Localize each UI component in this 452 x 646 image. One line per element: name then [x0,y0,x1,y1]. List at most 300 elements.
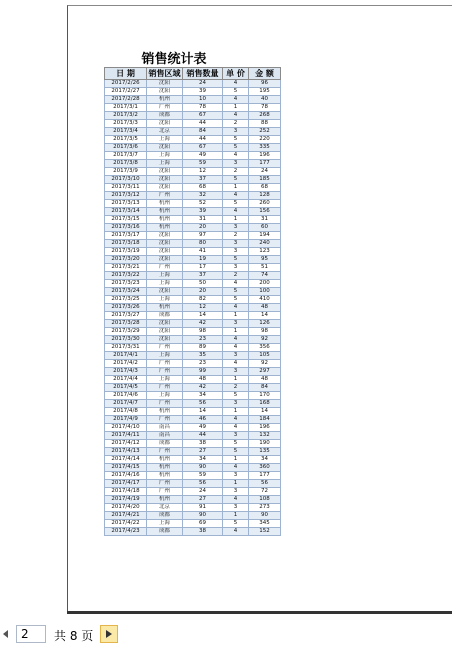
table-row [105,208,281,216]
cell-quantity: 49 [183,424,223,432]
cell-date: 2017/4/16 [105,472,147,480]
cell-region: 上海 [147,280,183,288]
cell-price: 1 [223,184,249,192]
cell-date: 2017/4/21 [105,512,147,520]
cell-date: 2017/3/2 [105,112,147,120]
table-row [105,464,281,472]
cell-quantity: 38 [183,528,223,536]
table-row [105,496,281,504]
cell-amount: 31 [249,216,281,224]
table-row [105,312,281,320]
cell-region: 上海 [147,520,183,528]
cell-price: 4 [223,360,249,368]
cell-region: 杭州 [147,208,183,216]
table-row [105,248,281,256]
previous-page-icon[interactable] [3,630,8,638]
cell-region: 广州 [147,480,183,488]
cell-date: 2017/4/5 [105,384,147,392]
cell-amount: 40 [249,96,281,104]
cell-date: 2017/3/16 [105,224,147,232]
cell-amount: 156 [249,208,281,216]
cell-price: 4 [223,416,249,424]
cell-region: 广州 [147,104,183,112]
total-pages-label: 共 8 页 [54,629,94,643]
cell-price: 4 [223,464,249,472]
table-row [105,96,281,104]
cell-date: 2017/3/31 [105,344,147,352]
cell-date: 2017/4/2 [105,360,147,368]
table-row [105,176,281,184]
cell-date: 2017/3/29 [105,328,147,336]
cell-price: 1 [223,512,249,520]
cell-quantity: 52 [183,200,223,208]
cell-amount: 252 [249,128,281,136]
table-row [105,160,281,168]
table-row [105,352,281,360]
cell-date: 2017/3/6 [105,144,147,152]
cell-amount: 92 [249,360,281,368]
cell-region: 广州 [147,264,183,272]
cell-quantity: 17 [183,264,223,272]
table-row [105,192,281,200]
column-header-price: 单 价 [223,68,249,80]
cell-price: 5 [223,288,249,296]
cell-quantity: 37 [183,176,223,184]
cell-quantity: 98 [183,328,223,336]
cell-quantity: 44 [183,120,223,128]
cell-amount: 56 [249,480,281,488]
cell-region: 沈阳 [147,144,183,152]
cell-amount: 84 [249,384,281,392]
table-row [105,520,281,528]
cell-amount: 100 [249,288,281,296]
cell-price: 3 [223,224,249,232]
table-row [105,504,281,512]
cell-price: 4 [223,80,249,88]
column-header-amount: 金 额 [249,68,281,80]
cell-price: 5 [223,448,249,456]
cell-region: 广州 [147,360,183,368]
cell-region: 沈阳 [147,184,183,192]
cell-region: 北京 [147,128,183,136]
cell-quantity: 67 [183,112,223,120]
table-row [105,128,281,136]
cell-price: 2 [223,168,249,176]
cell-quantity: 20 [183,288,223,296]
cell-date: 2017/4/23 [105,528,147,536]
cell-date: 2017/3/23 [105,280,147,288]
cell-price: 1 [223,408,249,416]
cell-price: 2 [223,120,249,128]
cell-price: 4 [223,208,249,216]
cell-region: 上海 [147,352,183,360]
cell-date: 2017/3/24 [105,288,147,296]
cell-quantity: 82 [183,296,223,304]
cell-price: 4 [223,280,249,288]
cell-price: 3 [223,264,249,272]
cell-quantity: 19 [183,256,223,264]
cell-amount: 135 [249,448,281,456]
cell-amount: 123 [249,248,281,256]
cell-price: 3 [223,472,249,480]
table-row [105,400,281,408]
cell-amount: 177 [249,160,281,168]
cell-region: 成都 [147,112,183,120]
cell-amount: 268 [249,112,281,120]
cell-date: 2017/4/10 [105,424,147,432]
cell-date: 2017/3/18 [105,240,147,248]
cell-amount: 51 [249,264,281,272]
cell-date: 2017/3/15 [105,216,147,224]
cell-quantity: 48 [183,376,223,384]
cell-date: 2017/3/1 [105,104,147,112]
cell-quantity: 50 [183,280,223,288]
cell-price: 3 [223,400,249,408]
cell-quantity: 23 [183,336,223,344]
cell-date: 2017/4/22 [105,520,147,528]
cell-quantity: 69 [183,520,223,528]
table-row [105,296,281,304]
cell-price: 3 [223,248,249,256]
table-row [105,288,281,296]
cell-price: 3 [223,240,249,248]
cell-date: 2017/3/26 [105,304,147,312]
table-row [105,88,281,96]
cell-amount: 170 [249,392,281,400]
table-row [105,416,281,424]
cell-quantity: 91 [183,504,223,512]
cell-amount: 48 [249,304,281,312]
cell-amount: 72 [249,488,281,496]
cell-region: 沈阳 [147,328,183,336]
cell-amount: 92 [249,336,281,344]
cell-date: 2017/4/13 [105,448,147,456]
cell-price: 1 [223,376,249,384]
cell-price: 5 [223,144,249,152]
cell-region: 南昌 [147,432,183,440]
cell-amount: 185 [249,176,281,184]
cell-region: 杭州 [147,224,183,232]
cell-region: 沈阳 [147,256,183,264]
cell-price: 3 [223,368,249,376]
cell-region: 广州 [147,416,183,424]
cell-region: 杭州 [147,96,183,104]
cell-price: 4 [223,152,249,160]
cell-quantity: 44 [183,432,223,440]
cell-amount: 410 [249,296,281,304]
cell-date: 2017/4/1 [105,352,147,360]
table-row [105,264,281,272]
cell-region: 杭州 [147,304,183,312]
cell-region: 杭州 [147,496,183,504]
cell-price: 3 [223,352,249,360]
cell-date: 2017/3/8 [105,160,147,168]
cell-region: 广州 [147,448,183,456]
cell-amount: 345 [249,520,281,528]
cell-quantity: 78 [183,104,223,112]
cell-region: 杭州 [147,456,183,464]
cell-quantity: 44 [183,136,223,144]
cell-quantity: 41 [183,248,223,256]
table-row [105,424,281,432]
cell-quantity: 24 [183,488,223,496]
column-header-date: 日 期 [105,68,147,80]
cell-price: 4 [223,112,249,120]
cell-quantity: 80 [183,240,223,248]
cell-region: 成都 [147,512,183,520]
cell-amount: 297 [249,368,281,376]
cell-quantity: 14 [183,312,223,320]
cell-quantity: 68 [183,184,223,192]
cell-date: 2017/4/8 [105,408,147,416]
table-row [105,136,281,144]
cell-date: 2017/3/17 [105,232,147,240]
cell-quantity: 38 [183,440,223,448]
cell-region: 成都 [147,440,183,448]
cell-amount: 335 [249,144,281,152]
cell-quantity: 99 [183,368,223,376]
table-row [105,528,281,536]
cell-region: 上海 [147,272,183,280]
cell-price: 4 [223,496,249,504]
cell-region: 广州 [147,344,183,352]
cell-date: 2017/3/12 [105,192,147,200]
table-row [105,256,281,264]
cell-amount: 14 [249,312,281,320]
table-row [105,80,281,88]
cell-amount: 95 [249,256,281,264]
table-row [105,304,281,312]
cell-amount: 90 [249,512,281,520]
cell-quantity: 84 [183,128,223,136]
cell-date: 2017/4/11 [105,432,147,440]
cell-price: 2 [223,232,249,240]
cell-price: 5 [223,296,249,304]
cell-date: 2017/4/12 [105,440,147,448]
cell-quantity: 59 [183,472,223,480]
cell-price: 5 [223,136,249,144]
cell-quantity: 42 [183,384,223,392]
table-row [105,152,281,160]
cell-region: 成都 [147,312,183,320]
cell-amount: 24 [249,168,281,176]
cell-region: 上海 [147,392,183,400]
cell-date: 2017/4/17 [105,480,147,488]
cell-price: 5 [223,392,249,400]
cell-quantity: 34 [183,392,223,400]
cell-quantity: 89 [183,344,223,352]
cell-date: 2017/3/30 [105,336,147,344]
cell-date: 2017/3/9 [105,168,147,176]
cell-price: 5 [223,200,249,208]
cell-price: 4 [223,304,249,312]
cell-region: 杭州 [147,200,183,208]
cell-quantity: 10 [183,96,223,104]
cell-quantity: 90 [183,464,223,472]
cell-date: 2017/3/27 [105,312,147,320]
cell-amount: 60 [249,224,281,232]
cell-region: 广州 [147,368,183,376]
cell-date: 2017/4/18 [105,488,147,496]
cell-region: 沈阳 [147,248,183,256]
cell-amount: 196 [249,424,281,432]
cell-amount: 88 [249,120,281,128]
cell-date: 2017/3/28 [105,320,147,328]
cell-price: 4 [223,96,249,104]
table-row [105,320,281,328]
cell-region: 沈阳 [147,232,183,240]
cell-quantity: 35 [183,352,223,360]
cell-amount: 68 [249,184,281,192]
cell-amount: 96 [249,80,281,88]
cell-price: 4 [223,336,249,344]
cell-price: 1 [223,480,249,488]
table-row [105,448,281,456]
table-row [105,272,281,280]
cell-region: 成都 [147,528,183,536]
table-row [105,368,281,376]
table-row [105,336,281,344]
table-header-row [105,68,281,80]
cell-price: 3 [223,160,249,168]
cell-amount: 356 [249,344,281,352]
cell-date: 2017/4/9 [105,416,147,424]
cell-amount: 126 [249,320,281,328]
cell-region: 北京 [147,504,183,512]
cell-quantity: 56 [183,480,223,488]
cell-amount: 128 [249,192,281,200]
cell-region: 杭州 [147,408,183,416]
table-row [105,392,281,400]
cell-quantity: 46 [183,416,223,424]
preview-page [67,5,452,611]
cell-price: 5 [223,88,249,96]
cell-region: 上海 [147,376,183,384]
table-row [105,384,281,392]
cell-quantity: 34 [183,456,223,464]
cell-amount: 194 [249,232,281,240]
cell-date: 2017/4/7 [105,400,147,408]
cell-quantity: 67 [183,144,223,152]
cell-date: 2017/4/14 [105,456,147,464]
sales-table [104,67,281,536]
table-row [105,184,281,192]
cell-quantity: 12 [183,304,223,312]
cell-region: 沈阳 [147,168,183,176]
cell-date: 2017/3/19 [105,248,147,256]
page-navigation-bar [0,624,452,646]
cell-region: 沈阳 [147,240,183,248]
cell-quantity: 42 [183,320,223,328]
table-row [105,240,281,248]
cell-quantity: 59 [183,160,223,168]
cell-price: 1 [223,328,249,336]
column-header-region: 销售区域 [148,68,181,78]
next-page-button[interactable] [100,625,118,643]
cell-region: 广州 [147,384,183,392]
table-row [105,344,281,352]
table-row [105,216,281,224]
table-row [105,144,281,152]
cell-price: 1 [223,216,249,224]
cell-amount: 273 [249,504,281,512]
cell-date: 2017/4/3 [105,368,147,376]
cell-price: 2 [223,384,249,392]
cell-region: 沈阳 [147,88,183,96]
cell-quantity: 31 [183,216,223,224]
cell-date: 2017/4/4 [105,376,147,384]
cell-quantity: 37 [183,272,223,280]
cell-quantity: 90 [183,512,223,520]
cell-amount: 98 [249,328,281,336]
cell-price: 4 [223,528,249,536]
cell-price: 5 [223,176,249,184]
cell-amount: 240 [249,240,281,248]
table-row [105,376,281,384]
column-header-quantity: 销售数量 [183,68,223,80]
cell-price: 3 [223,488,249,496]
table-row [105,360,281,368]
table-row [105,432,281,440]
cell-quantity: 24 [183,80,223,88]
table-row [105,104,281,112]
cell-date: 2017/3/11 [105,184,147,192]
cell-amount: 105 [249,352,281,360]
cell-price: 3 [223,320,249,328]
cell-amount: 196 [249,152,281,160]
cell-date: 2017/3/25 [105,296,147,304]
cell-region: 沈阳 [147,176,183,184]
cell-quantity: 97 [183,232,223,240]
cell-amount: 195 [249,88,281,96]
cell-amount: 190 [249,440,281,448]
cell-amount: 34 [249,456,281,464]
cell-region: 沈阳 [147,120,183,128]
cell-price: 3 [223,504,249,512]
cell-region: 广州 [147,400,183,408]
table-body [105,80,281,536]
cell-price: 4 [223,424,249,432]
cell-region: 沈阳 [147,288,183,296]
cell-date: 2017/4/20 [105,504,147,512]
cell-date: 2017/2/28 [105,96,147,104]
cell-quantity: 56 [183,400,223,408]
table-row [105,168,281,176]
cell-quantity: 27 [183,448,223,456]
cell-date: 2017/3/20 [105,256,147,264]
cell-region: 沈阳 [147,80,183,88]
cell-date: 2017/3/7 [105,152,147,160]
cell-amount: 260 [249,200,281,208]
cell-price: 4 [223,344,249,352]
table-row [105,200,281,208]
table-row [105,224,281,232]
sheet-title: 销售统计表 [141,52,207,67]
cell-amount: 108 [249,496,281,504]
cell-price: 3 [223,432,249,440]
cell-amount: 184 [249,416,281,424]
cell-date: 2017/3/10 [105,176,147,184]
page-number-input[interactable] [16,625,46,643]
cell-region: 广州 [147,192,183,200]
table-row [105,408,281,416]
table-row [105,232,281,240]
cell-date: 2017/3/22 [105,272,147,280]
cell-price: 5 [223,520,249,528]
cell-region: 上海 [147,160,183,168]
cell-amount: 152 [249,528,281,536]
cell-amount: 220 [249,136,281,144]
